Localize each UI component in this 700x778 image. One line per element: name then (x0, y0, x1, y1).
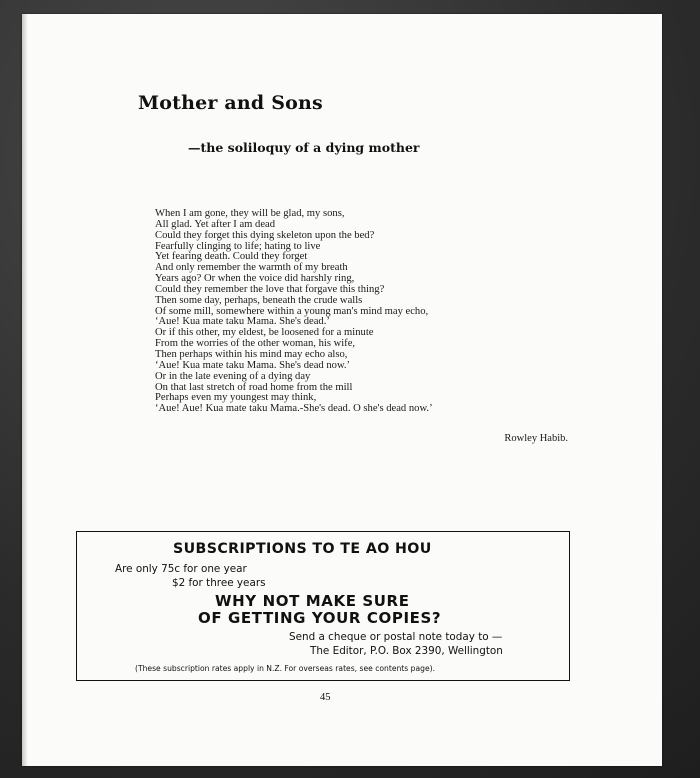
poem-line: Perhaps even my youngest may think, (155, 392, 317, 404)
poem-line: On that last stretch of road home from the mill (155, 381, 353, 393)
page-gutter-shadow (22, 14, 28, 766)
magazine-page (22, 14, 662, 766)
poem-line: Or in the late evening of a dying day (155, 370, 311, 382)
article-subtitle: —the soliloquy of a dying mother (188, 140, 420, 155)
poem-line: ‘Aue! Kua mate taku Mama. She's dead.’ (155, 316, 330, 328)
poem-line: And only remember the warmth of my breath (155, 262, 348, 274)
poem-line: ‘Aue! Aue! Kua mate taku Mama.-She's dead. O she's dead now.’ (155, 403, 433, 415)
advert-footnote: (These subscription rates apply in N.Z. For overseas rates, see contents page). (135, 664, 436, 673)
poem-line: All glad. Yet after I am dead (155, 218, 276, 230)
advert-price-three-years: $2 for three years (172, 577, 266, 589)
advert-heading: SUBSCRIPTIONS TO TE AO HOU (173, 541, 432, 557)
poem-line: Then perhaps within his mind may echo also, (155, 348, 348, 360)
poem-line: When I am gone, they will be glad, my sons, (155, 208, 345, 219)
poem-author: Rowley Habib. (504, 433, 568, 444)
poem-line: Or if this other, my eldest, be loosened for a minute (155, 327, 374, 339)
advert-price-one-year: Are only 75c for one year (115, 563, 247, 575)
poem-line: Years ago? Or when the voice did harshly ring, (155, 273, 355, 285)
poem-line: ‘Aue! Kua mate taku Mama. She's dead now.’ (155, 359, 351, 371)
advert-slogan-line1: WHY NOT MAKE SURE (215, 592, 410, 610)
poem-line: Could they forget this dying skeleton upon the bed? (155, 229, 375, 241)
poem-line: Could they remember the love that forgave this thing? (155, 283, 385, 295)
poem-line: Fearfully clinging to life; hating to live (155, 240, 321, 252)
poem-line: From the worries of the other woman, his wife, (155, 338, 356, 350)
advert-address: The Editor, P.O. Box 2390, Wellington (310, 645, 503, 657)
poem-line: Yet fearing death. Could they forget (155, 251, 308, 263)
article-title: Mother and Sons (138, 92, 323, 114)
page-number: 45 (320, 692, 331, 703)
subscription-advert (76, 531, 570, 681)
advert-instruction: Send a cheque or postal note today to — (289, 631, 503, 643)
poem-text (155, 209, 433, 415)
poem-line: Of some mill, somewhere within a young man's mind may echo, (155, 305, 429, 317)
poem-line: Then some day, perhaps, beneath the crude walls (155, 294, 363, 306)
advert-slogan-line2: OF GETTING YOUR COPIES? (198, 609, 442, 627)
